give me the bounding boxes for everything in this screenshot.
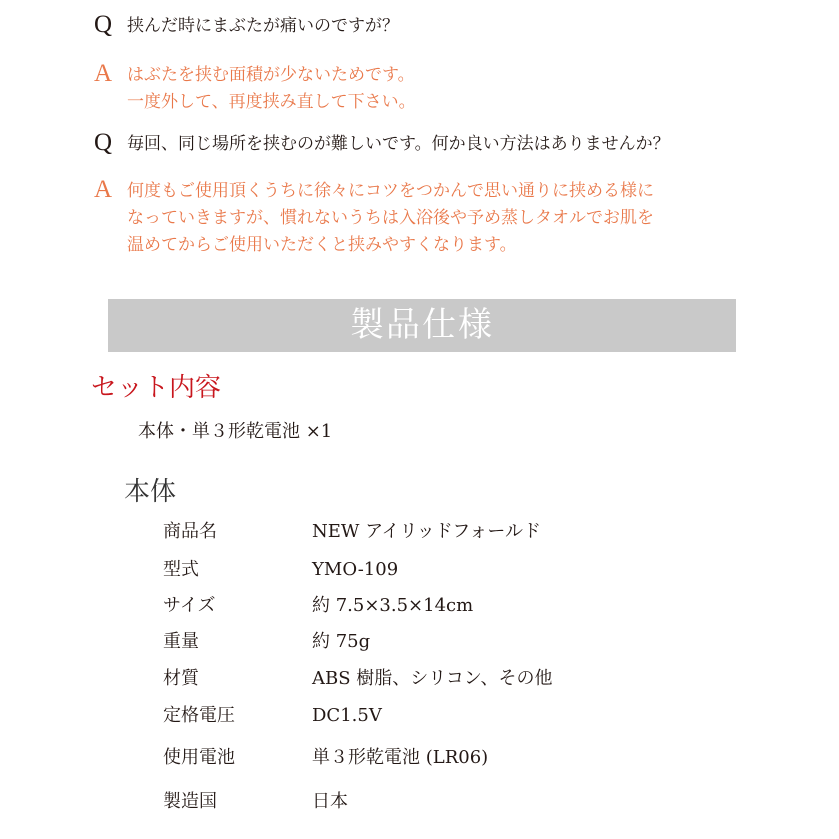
spec-label: 使用電池 <box>163 747 235 768</box>
spec-value: 約 75g <box>312 631 371 652</box>
spec-value: 単３形乾電池 (LR06) <box>312 747 489 768</box>
faq-question-text: 挟んだ時にまぶたが痛いのですが？ <box>127 16 399 36</box>
faq-answer-text: 何度もご使用頂くうちに徐々にコツをつかんで思い通りに挟める様に なっていきますが、慣れないうちは入浴後や予め蒸しタオルでお肌を 温めてからご使用いただくと挟みやすくなります。 <box>127 181 654 255</box>
answer-mark: A <box>94 60 113 87</box>
spec-value: NEW アイリッドフォールド <box>312 521 541 542</box>
spec-label: 材質 <box>163 668 199 689</box>
faq-answer-text: はぶたを挟む面積が少ないためです。 一度外して、再度挟み直して下さい。 <box>127 65 416 112</box>
spec-row-country <box>0 789 839 819</box>
spec-row-voltage <box>0 703 839 733</box>
spec-value: YMO-109 <box>312 559 399 580</box>
spec-label: サイズ <box>163 595 216 616</box>
body-section-title: 本体 <box>124 477 177 507</box>
answer-mark: A <box>94 176 113 203</box>
spec-row-model <box>0 557 839 587</box>
question-mark: Q <box>94 11 113 38</box>
spec-title: 製品仕様 <box>350 305 494 345</box>
spec-row-product-name <box>0 519 839 549</box>
spec-label: 商品名 <box>163 521 217 542</box>
set-contents-title: セット内容 <box>91 373 222 403</box>
spec-row-weight <box>0 629 839 659</box>
spec-row-size <box>0 593 839 623</box>
faq-question-text: 毎回、同じ場所を挟むのが難しいです。何か良い方法はありませんか？ <box>127 134 670 154</box>
spec-title-band <box>108 299 736 352</box>
spec-label: 型式 <box>163 559 199 580</box>
spec-row-material <box>0 666 839 696</box>
set-contents-text: 本体・単３形乾電池 ×1 <box>138 421 333 442</box>
spec-label: 重量 <box>163 631 199 652</box>
spec-label: 製造国 <box>163 791 217 812</box>
spec-value: ABS 樹脂、シリコン、その他 <box>312 668 553 689</box>
spec-value: 日本 <box>312 791 348 812</box>
spec-value: DC1.5V <box>312 705 382 726</box>
spec-label: 定格電圧 <box>163 705 235 726</box>
spec-value: 約 7.5×3.5×14cm <box>312 595 474 616</box>
spec-row-battery <box>0 745 839 775</box>
question-mark: Q <box>94 129 113 156</box>
